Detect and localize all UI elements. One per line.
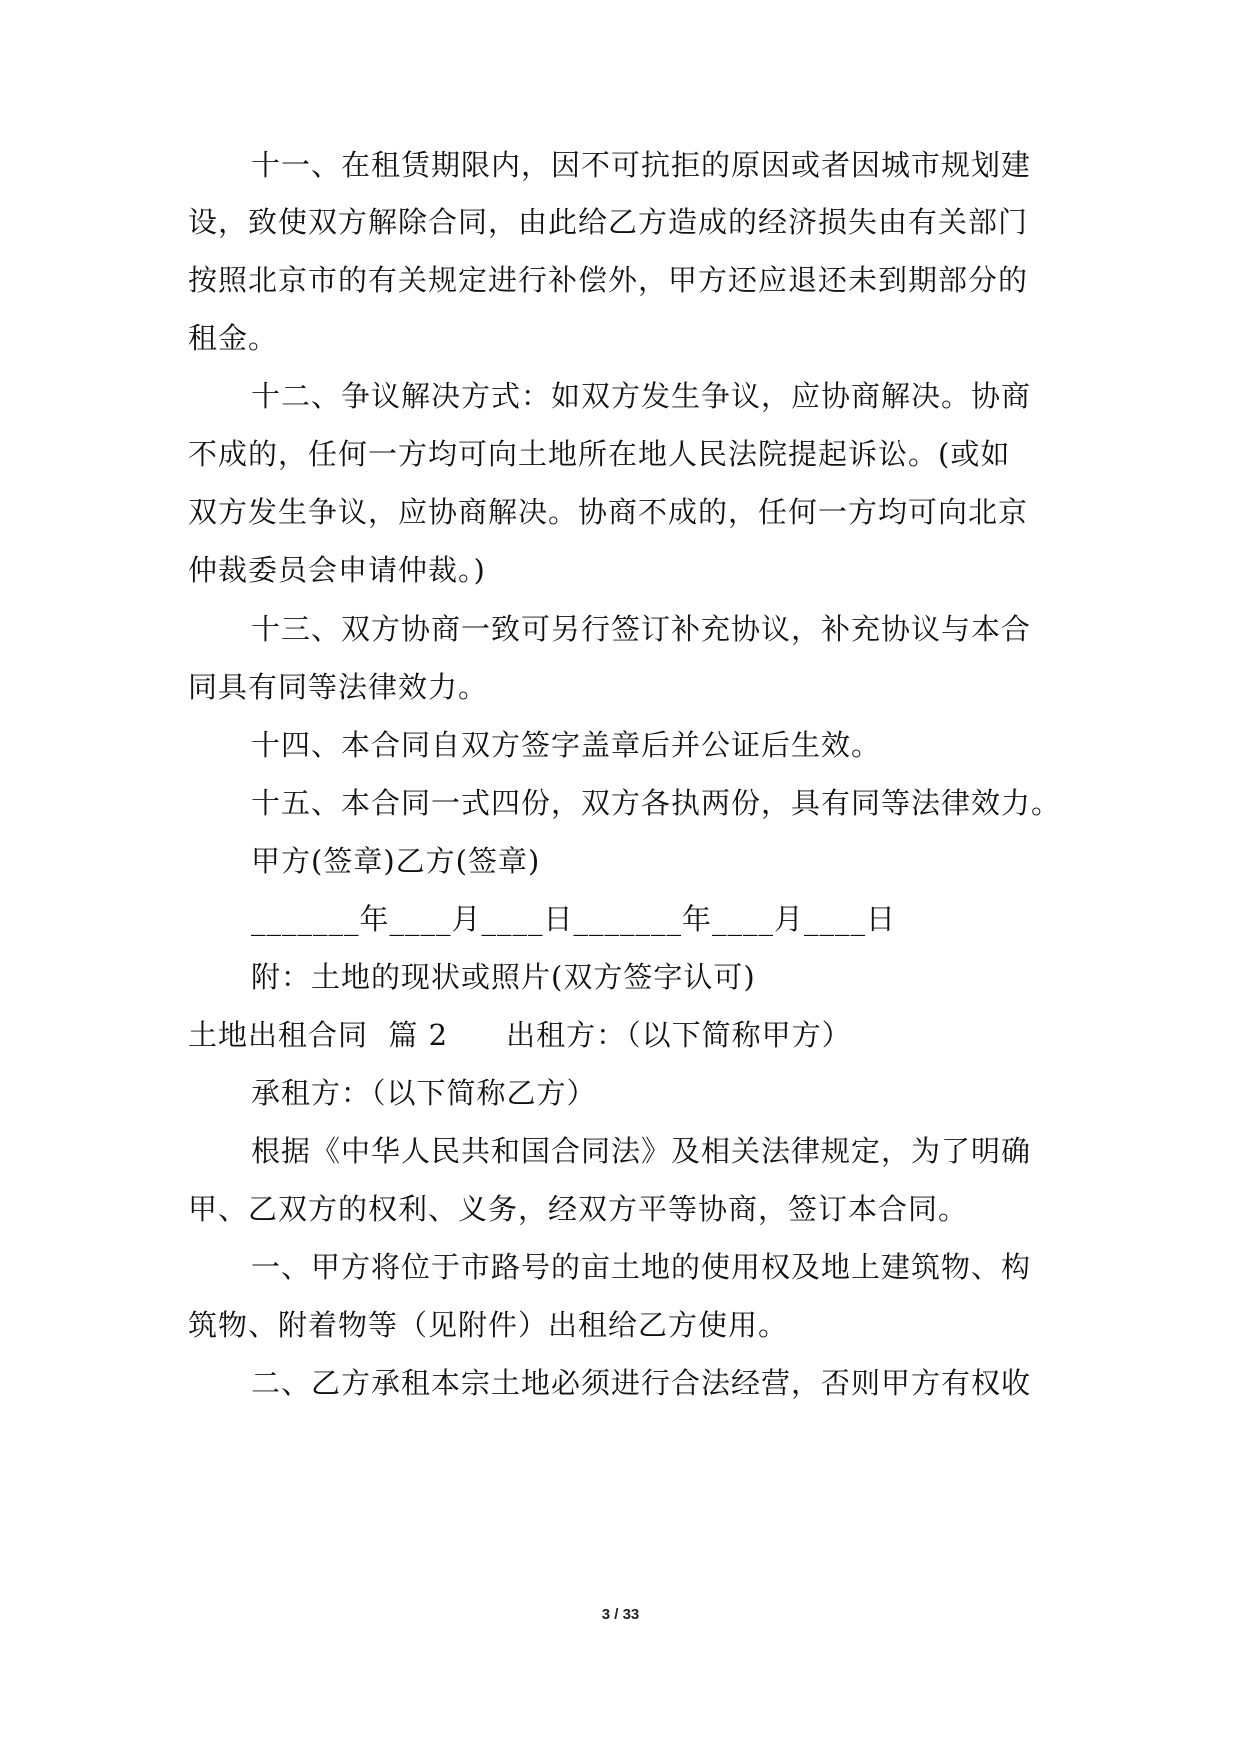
date-line: _______年____月____日_______年____月____日 [251, 902, 897, 936]
paragraph-line: 租金。 [188, 321, 279, 355]
paragraph-line: 设，致使双方解除合同，由此给乙方造成的经济损失由有关部门 [188, 205, 1029, 239]
paragraph-line: 一、甲方将位于市路号的亩土地的使用权及地上建筑物、构 [251, 1250, 1032, 1284]
section-heading [188, 1015, 1068, 1055]
paragraph-line: 筑物、附着物等（见附件）出租给乙方使用。 [188, 1308, 789, 1342]
lessee-label: 承租方：（以下简称乙方） [251, 1076, 597, 1110]
paragraph-line: 同具有同等法律效力。 [188, 670, 489, 704]
paragraph-line: 甲、乙双方的权利、义务，经双方平等协商，签订本合同。 [188, 1192, 969, 1226]
paragraph-line: 十四、本合同自双方签字盖章后并公证后生效。 [251, 728, 882, 762]
paragraph-line: 二、乙方承租本宗土地必须进行合法经营，否则甲方有权收 [251, 1366, 1032, 1400]
paragraph-line: 十三、双方协商一致可另行签订补充协议，补充协议与本合 [251, 612, 1032, 646]
paragraph-line: 根据《中华人民共和国合同法》及相关法律规定，为了明确 [251, 1134, 1032, 1168]
page-number: 3 / 33 [601, 1606, 640, 1623]
lessor-label: 出租方：（以下简称甲方） [506, 1018, 852, 1052]
section-heading-title: 土地出租合同 篇 2 [188, 1018, 449, 1052]
paragraph-line: 十五、本合同一式四份，双方各执两份，具有同等法律效力。 [251, 786, 1062, 820]
paragraph-line: 仲裁委员会申请仲裁。) [188, 553, 486, 587]
attachment-note: 附：土地的现状或照片(双方签字认可) [251, 960, 756, 994]
paragraph-line: 十一、在租赁期限内，因不可抗拒的原因或者因城市规划建 [251, 148, 1032, 182]
paragraph-line: 十二、争议解决方式：如双方发生争议，应协商解决。协商 [251, 379, 1032, 413]
signature-line: 甲方(签章)乙方(签章) [251, 844, 541, 878]
paragraph-line: 双方发生争议，应协商解决。协商不成的，任何一方均可向北京 [188, 495, 1029, 529]
paragraph-line: 不成的，任何一方均可向土地所在地人民法院提起诉讼。(或如 [188, 437, 1011, 471]
paragraph-line: 按照北京市的有关规定进行补偿外，甲方还应退还未到期部分的 [188, 263, 1029, 297]
